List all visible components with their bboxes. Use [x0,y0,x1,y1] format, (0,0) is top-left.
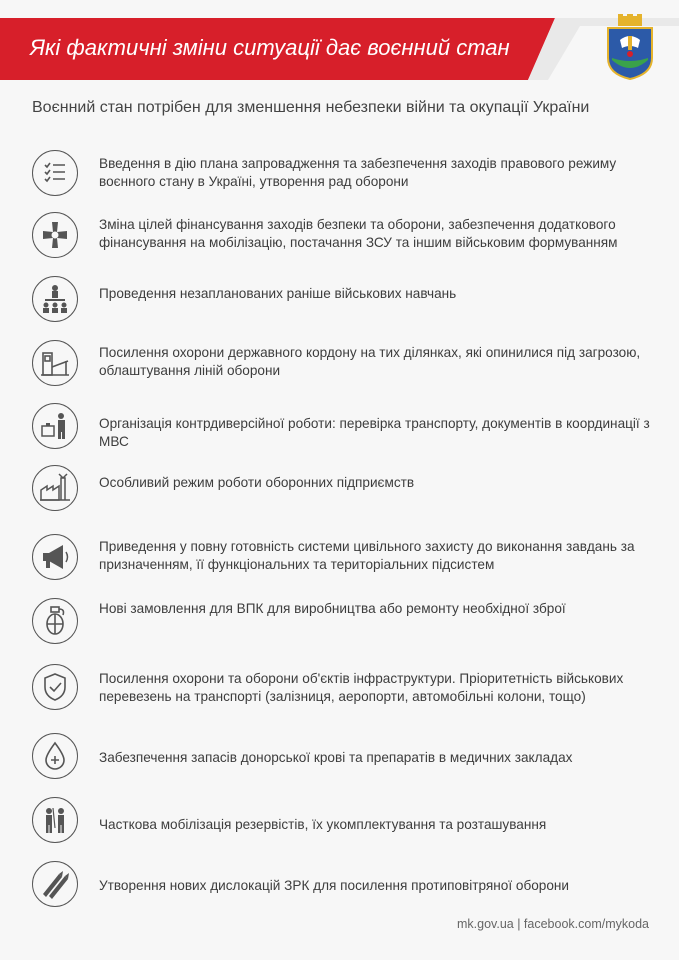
item-text: Приведення у повну готовність системи цивільного захисту до виконання завдань за призначенням, її функціональних та територіальних підсистем [99,539,635,572]
coat-of-arms-logo [604,14,656,80]
soldiers-icon [32,797,78,843]
item-text: Зміна цілей фінансування заходів безпеки та оборони, забезпечення додаткового фінансування на мобілізацію, постачання ЗСУ та іншим військовим формуванням [99,217,618,250]
inspection-icon [32,403,78,449]
item-text: Забезпечення запасів донорської крові та препаратів в медичних закладах [99,750,573,765]
megaphone-icon [32,534,78,580]
item-text: Введення в дію плана запровадження та забезпечення заходів правового режиму воєнного стану в Україні, утворення рад оборони [99,156,617,189]
blood-drop-icon [32,733,78,779]
header-banner [0,18,679,80]
shield-icon [32,664,78,710]
item-text: Нові замовлення для ВПК для виробництва або ремонту необхідної зброї [99,601,566,616]
border-checkpoint-icon [32,340,78,386]
item-text: Часткова мобілізація резервістів, їх укомплектування та розташування [99,817,547,832]
item-text: Посилення охорони державного кордону на тих ділянках, які опинилися під загрозою, облаштування ліній оборони [99,345,641,378]
item-text: Особливий режим роботи оборонних підприємств [99,475,415,490]
footer-links: mk.gov.ua | facebook.com/mykoda [457,917,649,931]
item-text: Утворення нових дислокацій ЗРК для посилення протиповітряної оборони [99,878,570,893]
item-text: Посилення охорони та оборони об'єктів інфраструктури. Пріоритетність військових перевезень на транспорті (залізниця, аеропорти, автомобільні колони, тощо) [99,671,624,704]
military-cross-icon [32,212,78,258]
page-title: Які фактичні зміни ситуації дає воєнний стан [30,35,510,60]
grenade-icon [32,598,78,644]
checklist-icon [32,150,78,196]
missiles-icon [32,861,78,907]
item-text: Проведення незапланованих раніше військових навчань [99,286,457,301]
training-icon [32,276,78,322]
factory-icon [32,465,78,511]
subtitle: Воєнний стан потрібен для зменшення небезпеки війни та окупації України [32,99,590,116]
item-text: Організація контрдиверсійної роботи: перевірка транспорту, документів в координації з МВС [99,416,650,449]
